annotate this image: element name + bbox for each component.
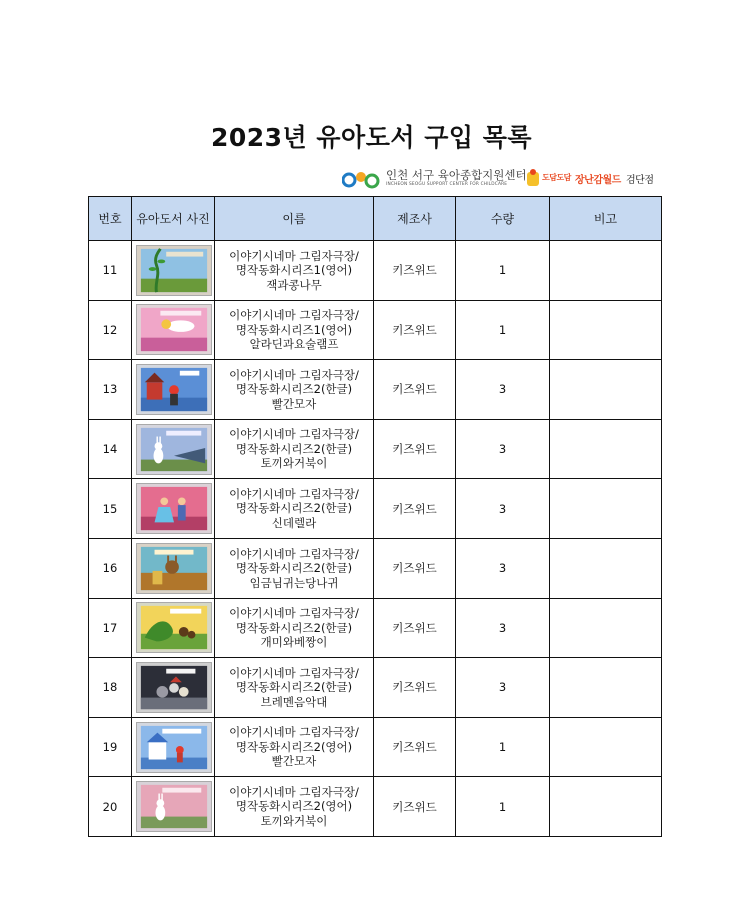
table-row [89,598,662,658]
book-photo-cell [132,300,215,360]
book-quantity: 1 [456,777,550,837]
book-maker: 키즈위드 [374,538,456,598]
book-quantity: 3 [456,538,550,598]
table-row [89,479,662,539]
book-quantity: 3 [456,360,550,420]
book-series: 이야기시네마 그림자극장/ [229,248,359,263]
table-row [89,658,662,718]
book-cover-image [136,781,212,832]
table-row [89,241,662,301]
book-photo-cell [132,479,215,539]
table-row [89,717,662,777]
book-maker: 키즈위드 [374,300,456,360]
header-photo: 유아도서 사진 [132,197,215,241]
book-cover-image [136,662,212,713]
table-row [89,777,662,837]
book-quantity: 3 [456,598,550,658]
table-row [89,360,662,420]
book-title: 토끼와거북이 [260,456,328,471]
childcare-center-mark-icon [342,169,382,189]
book-cover-image [136,364,212,415]
row-number: 12 [89,300,132,360]
book-subseries: 명작동화시리즈2(한글) [235,561,353,576]
book-series: 이야기시네마 그림자극장/ [229,784,359,799]
book-series: 이야기시네마 그림자극장/ [229,606,359,621]
book-quantity: 3 [456,419,550,479]
book-name-cell [215,360,374,420]
book-maker: 키즈위드 [374,241,456,301]
book-subseries: 명작동화시리즈2(한글) [235,441,353,456]
toy-world-brand-main: 장난감월드 [575,175,621,186]
header-qty: 수량 [456,197,550,241]
book-photo-cell [132,360,215,420]
book-cover-image [136,483,212,534]
header-note: 비고 [550,197,662,241]
book-title: 신데렐라 [271,515,317,530]
row-number: 18 [89,658,132,718]
book-name-cell [215,538,374,598]
toy-world-mark-icon [526,168,540,188]
book-series: 이야기시네마 그림자극장/ [229,367,359,382]
book-series: 이야기시네마 그림자극장/ [229,308,359,323]
book-quantity: 1 [456,241,550,301]
book-note [550,777,662,837]
book-note [550,717,662,777]
book-title: 브레멘음악대 [260,694,328,709]
table-row [89,419,662,479]
header-no: 번호 [89,197,132,241]
book-note [550,658,662,718]
book-maker: 키즈위드 [374,479,456,539]
book-photo-cell [132,598,215,658]
book-name-cell [215,777,374,837]
book-name-cell [215,300,374,360]
row-number: 16 [89,538,132,598]
book-maker: 키즈위드 [374,658,456,718]
row-number: 13 [89,360,132,420]
book-name-cell [215,658,374,718]
book-subseries: 명작동화시리즈2(한글) [235,382,353,397]
book-subseries: 명작동화시리즈2(영어) [235,799,353,814]
table-row [89,538,662,598]
book-maker: 키즈위드 [374,777,456,837]
row-number: 20 [89,777,132,837]
book-cover-image [136,722,212,773]
book-title: 빨간모자 [271,754,317,769]
book-note [550,300,662,360]
book-cover-image [136,245,212,296]
book-cover-image [136,543,212,594]
book-cover-image [136,304,212,355]
book-subseries: 명작동화시리즈2(한글) [235,680,353,695]
book-maker: 키즈위드 [374,360,456,420]
childcare-center-name-en: INCHEON SEOGU SUPPORT CENTER FOR CHILDCARE [386,182,508,187]
book-subseries: 명작동화시리즈2(한글) [235,620,353,635]
row-number: 19 [89,717,132,777]
book-photo-cell [132,241,215,301]
book-note [550,419,662,479]
book-subseries: 명작동화시리즈2(한글) [235,501,353,516]
book-quantity: 3 [456,479,550,539]
book-series: 이야기시네마 그림자극장/ [229,486,359,501]
book-quantity: 3 [456,658,550,718]
row-number: 11 [89,241,132,301]
book-cover-image [136,602,212,653]
book-title: 잭과콩나무 [266,277,322,292]
book-name-cell [215,241,374,301]
book-series: 이야기시네마 그림자극장/ [229,427,359,442]
book-quantity: 1 [456,300,550,360]
book-title: 임금님귀는당나귀 [249,575,339,590]
book-title: 알라딘과요술램프 [249,337,339,352]
book-note [550,598,662,658]
book-subseries: 명작동화시리즈1(영어) [235,263,353,278]
row-number: 14 [89,419,132,479]
book-purchase-table [88,196,662,837]
book-note [550,360,662,420]
toy-world-logo [526,166,660,192]
book-quantity: 1 [456,717,550,777]
book-series: 이야기시네마 그림자극장/ [229,665,359,680]
book-photo-cell [132,717,215,777]
book-photo-cell [132,658,215,718]
header-maker: 제조사 [374,197,456,241]
book-name-cell [215,479,374,539]
toy-world-brand-small: 도담도담 [542,173,571,182]
row-number: 15 [89,479,132,539]
book-maker: 키즈위드 [374,419,456,479]
table-row [89,300,662,360]
book-note [550,479,662,539]
row-number: 17 [89,598,132,658]
logo-area [340,166,660,192]
book-note [550,241,662,301]
book-photo-cell [132,777,215,837]
book-name-cell [215,598,374,658]
book-series: 이야기시네마 그림자극장/ [229,546,359,561]
header-name: 이름 [215,197,374,241]
page-title: 2023년 유아도서 구입 목록 [210,123,533,152]
book-series: 이야기시네마 그림자극장/ [229,725,359,740]
book-photo-cell [132,538,215,598]
book-maker: 키즈위드 [374,717,456,777]
book-cover-image [136,424,212,475]
book-note [550,538,662,598]
book-subseries: 명작동화시리즈1(영어) [235,322,353,337]
table-header-row [89,197,662,241]
childcare-center-name: 인천 서구 육아종합지원센터 [386,168,527,182]
toy-world-branch: 검단점 [626,175,654,186]
book-name-cell [215,419,374,479]
book-title: 토끼와거북이 [260,813,328,828]
book-title: 빨간모자 [271,396,317,411]
book-subseries: 명작동화시리즈2(영어) [235,739,353,754]
book-maker: 키즈위드 [374,598,456,658]
book-photo-cell [132,419,215,479]
book-name-cell [215,717,374,777]
book-title: 개미와베짱이 [260,635,328,650]
